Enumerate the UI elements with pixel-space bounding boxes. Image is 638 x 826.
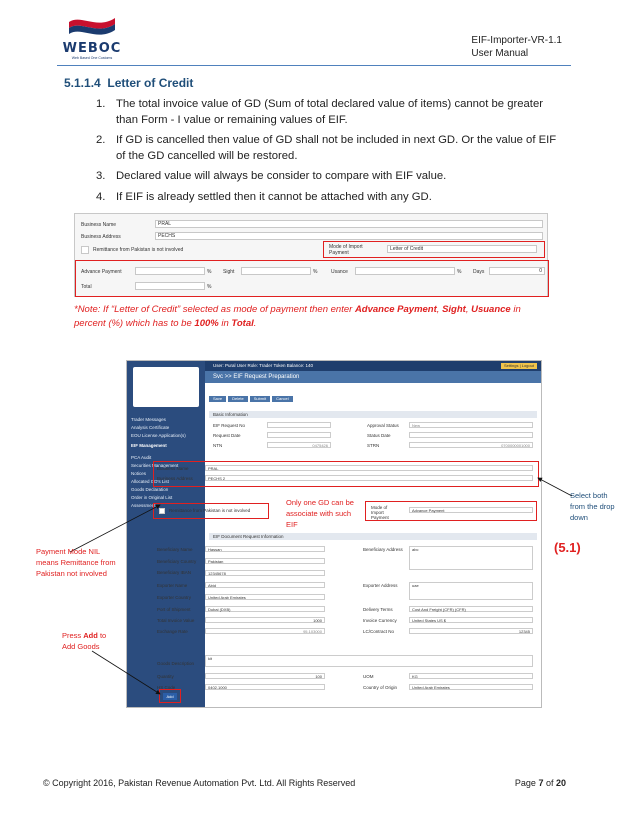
sidebar-item[interactable]: Trader Messages [131,417,166,422]
usance-label: Usance [331,269,348,275]
arrow-select-both [538,478,572,496]
port-label: Port of Shipment [157,607,191,612]
business-address-field[interactable]: PECHS [155,232,543,240]
business-name-label: Business Name [157,466,189,471]
percent-sign: % [207,284,212,290]
sidebar-item[interactable]: EOU License Application(s) [131,433,186,438]
mode-select[interactable]: Advance Payment [409,507,533,513]
ben-country-label: Beneficiary Country [157,559,197,564]
item-number: 1. [96,98,106,110]
callout-only-one-gd: Only one GD can be associate with such EIF [286,498,354,529]
sidebar-item[interactable]: Order in Original List [131,495,173,500]
sidebar-item[interactable]: Notices [131,471,147,476]
approval-status-label: Approval Status [367,423,399,428]
exp-name-field[interactable]: Abid [205,582,325,588]
doc-request-header: EIF Document Request Information [209,533,537,540]
business-address-label: Business Address [157,476,193,481]
strn-field[interactable]: 0700000001000 [409,442,533,448]
page-prefix: Page [514,778,539,788]
currency-select[interactable]: United States US $ [409,617,533,623]
sidebar-item[interactable]: Securities Management [131,463,179,468]
tiv-field[interactable]: 1000 [205,617,325,623]
callout-text: to Add Goods [62,631,107,651]
page-total: 20 [555,778,566,788]
sidebar-item[interactable]: Goods Declaration [131,487,169,492]
business-address-select[interactable]: PECHS 2 [205,475,533,481]
goods-desc-field[interactable]: kit [205,655,533,667]
ben-iban-field[interactable]: 12345678 [205,570,325,576]
ben-name-field[interactable]: Hassan [205,546,325,552]
note-pct: 100% [194,318,219,329]
ben-iban-label: Beneficiary IBAN [157,570,192,575]
section-number: 5.1.1.4 [64,76,101,90]
note-usance: Usuance [471,304,511,315]
percent-sign: % [207,269,212,275]
request-date-label: Request Date [213,433,241,438]
business-name-field[interactable]: PRAL [155,220,543,228]
sidebar-item[interactable]: PCA Audit [131,455,152,460]
mode-label: Mode of Import Payment [329,244,363,256]
eif-request-no-label: EIF Request No [213,423,246,428]
item-number: 4. [96,190,106,203]
ntn-label: NTN [213,443,223,448]
note-text: . [253,318,257,329]
note-text: in percent (%) which has to be [74,304,521,329]
mode-select[interactable]: Letter of Credit [387,245,537,253]
page-current: 7 [538,778,544,788]
note-sight: Sight [442,304,466,315]
sidebar-item-active[interactable]: EIF Management [131,443,167,448]
exp-address-field[interactable]: uae [409,582,533,600]
remittance-label: Remittance from Pakistan is not involved [169,508,251,513]
exp-country-label: Exporter Country [157,595,192,600]
exp-country-select[interactable]: United Arab Emirates [205,594,325,600]
delivery-select[interactable]: Cost And Freight (CFR) (CFR) [409,606,533,612]
business-address-label: Business Address [81,234,121,240]
doc-subtitle: User Manual [471,48,529,59]
quantity-label: Quantity [157,674,174,679]
percent-sign: % [457,269,462,275]
submit-button[interactable]: Submit [250,396,270,402]
days-field[interactable]: 0 [489,267,545,275]
status-date-label: Status Date [367,433,391,438]
callout-reference: (5.1) [554,540,581,555]
callout-text: Press [62,631,84,640]
origin-select[interactable]: United Arab Emirates [409,684,533,690]
ben-address-field[interactable]: abc [409,546,533,570]
settings-logout-button[interactable]: Settings | Logout [501,363,537,369]
lc-field[interactable]: 12345 [409,628,533,634]
ben-name-label: Beneficiary Name [157,547,193,552]
hs-label: HS Code [157,685,176,690]
exp-address-label: Exporter Address [363,583,398,588]
origin-label: Country of Origin [363,685,398,690]
goods-desc-label: Goods Description [157,661,195,666]
sight-label: Sight [223,269,235,275]
basic-info-header: Basic Information [209,411,537,418]
note-total: Total [231,318,254,329]
remittance-label: Remittance from Pakistan is not involved [93,247,184,253]
callout-add: Add [83,631,98,640]
ben-country-select[interactable]: Pakistan [205,558,325,564]
item-text: If GD is cancelled then value of GD shall not be included in next GD. Or the value of EIF of the GD cancelled will be restored. [116,134,557,162]
section-title: Letter of Credit [107,76,194,90]
arrow-payment-nil [70,505,160,552]
lc-label: LC/Contract No [363,629,395,634]
delivery-label: Delivery Terms [363,607,393,612]
note-text: *Note: If “Letter of Credit” selected as mode of payment then enter [74,304,355,315]
callout-select-both: Select both from the drop down [570,491,615,522]
strn-label: STRN [367,443,380,448]
item-text: If EIF is already settled then it cannot be attached with any GD. [116,190,432,203]
exp-name-label: Exporter Name [157,583,188,588]
logo-tagline: Web Based One Customs [71,56,113,60]
item-number: 3. [96,170,106,182]
sidebar-item[interactable]: Analysis Certificate [131,425,170,430]
port-select[interactable]: Dubai (DXB) [205,606,325,612]
save-button[interactable]: Save [209,396,226,402]
percent-sign: % [313,269,318,275]
item-text: The total invoice value of GD (Sum of total declared value of items) cannot be greater than Form - I value or remaining values of EIF. [116,98,543,126]
tiv-label: Total Invoice Value [157,618,195,623]
sidebar-item[interactable]: Assessment [131,503,156,508]
user-info: User: Pural User Role: Trader Token Balance: 140 [213,363,313,368]
mode-label: Mode of Import Payment [371,505,389,520]
business-name-select[interactable]: PRAL [205,465,533,471]
note-sep: , [436,304,443,315]
item-text: Declared value will always be consider to compare with EIF value. [116,170,447,182]
business-name-label: Business Name [81,222,117,228]
note-text: in [218,318,232,329]
cancel-button[interactable]: Cancel [272,396,292,402]
quantity-field[interactable]: 100 [205,673,325,679]
approval-status-field[interactable]: New [409,422,533,428]
hs-field[interactable]: 0402.1000 [205,684,325,690]
uom-select[interactable]: KG [409,673,533,679]
doc-title: EIF-Importer-VR-1.1 [471,35,562,46]
copyright: © Copyright 2016, Pakistan Revenue Automation Pvt. Ltd. All Rights Reserved [43,778,356,788]
note-sep: , [465,304,472,315]
currency-label: Invoice Currency [363,618,397,623]
callout-press-add [62,630,112,652]
note-advance: Advance Payment [354,304,437,315]
callout-payment-nil: Payment Mode NIL means Remittance from Pakistan not involved [36,547,116,578]
days-label: Days [473,269,485,275]
uom-label: UOM [363,674,374,679]
page-of: of [543,778,556,788]
total-label: Total [81,284,92,290]
delete-button[interactable]: Delete [228,396,248,402]
sidebar-item[interactable]: Allocated GD's List [131,479,169,484]
add-goods-button[interactable]: Add [163,693,177,700]
exch-field[interactable]: 95.103000 [205,628,325,634]
page-title: Svc >> EIF Request Preparation [205,371,541,383]
exch-label: Exchange Rate [157,629,188,634]
ben-address-label: Beneficiary Address [363,547,403,552]
logo-name: WEBOC [62,41,122,56]
page-number [515,778,566,788]
arrow-press-add [92,651,160,694]
ntn-field[interactable]: 0475426 [267,442,331,448]
advance-label: Advance Payment [81,269,122,275]
item-number: 2. [96,134,106,146]
